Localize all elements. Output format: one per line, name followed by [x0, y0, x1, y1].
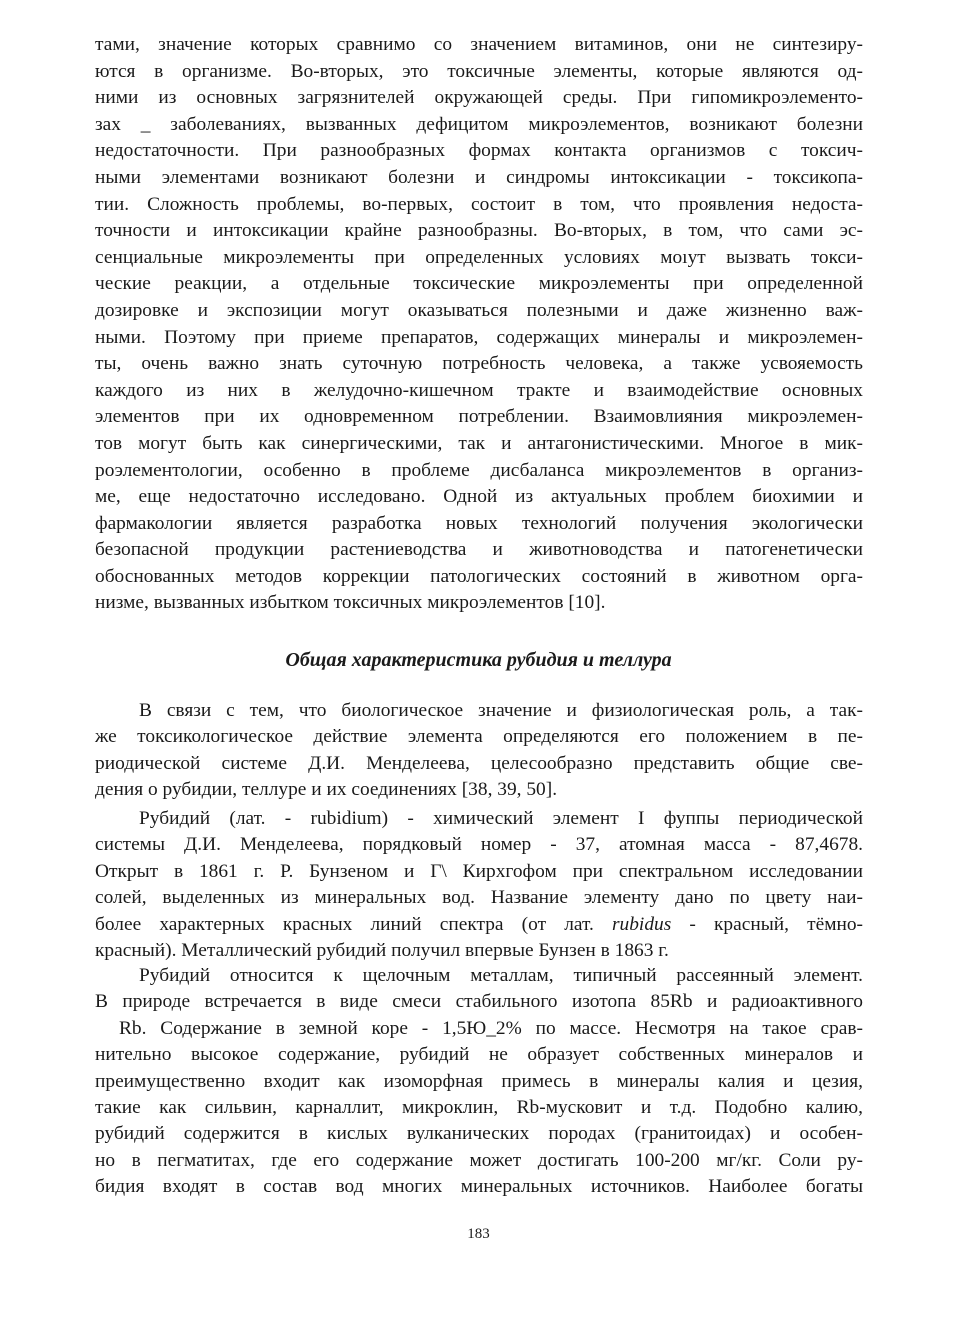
paragraph-general-info: [95, 698, 863, 804]
text-line: Рубидий относится к щелочным металлам, типичный рассеянный элемент.: [139, 965, 863, 986]
text-line: Рубидий (лат. - rubidium) - химический элемент I фуппы периодической: [139, 808, 863, 829]
text-line: [95, 912, 863, 938]
text-line: но в пегматитах, где его содержание может достигать 100-200 мг/кг. Соли ру-: [95, 1149, 863, 1171]
paragraph-rubidium-definition: [95, 806, 863, 964]
text-line: тии. Сложность проблемы, во-первых, состоит в том, что проявления недоста-: [95, 193, 863, 215]
text-line: Открыт в 1861 г. Р. Бунзеном и Г\ Кирхгофом при спектральном исследовании: [95, 860, 863, 882]
text-line: тами, значение которых сравнимо со значением витаминов, они не синтезиру-: [95, 34, 863, 55]
text-line: обоснованных методов коррекции патологических состояний в животном орга-: [95, 565, 863, 587]
text-line: ме, еще недостаточно исследовано. Одной из актуальных проблем биохимии и: [95, 486, 863, 508]
page-number: 183: [467, 1226, 490, 1242]
latin-term: rubidus: [612, 913, 672, 935]
text-line: тов могут быть как синергическими, так и антагонистическими. Многое в мик-: [95, 432, 863, 454]
paragraph-rubidium-occurrence: [95, 963, 863, 1201]
text-line: ются в организме. Во-вторых, это токсичные элементы, которые являются од-: [95, 60, 863, 82]
text-line: бидия входят в состав вод многих минеральных источников. Наиболее богаты: [95, 1176, 863, 1198]
text-line: рубидий содержится в кислых вулканических породах (гранитоидах) и особен-: [95, 1123, 863, 1145]
text-line: безопасной продукции растениеводства и животноводства и патогенетически: [95, 539, 863, 561]
section-heading: Общая характеристика рубидия и теллура: [285, 649, 672, 671]
text-line: дения о рубидии, теллуре и их соединениях [38, 39, 50].: [95, 779, 558, 801]
text-line: ними из основных загрязнителей окружающей среды. При гипомикроэлементо-: [95, 87, 863, 109]
text-line: зах _ заболеваниях, вызванных дефицитом микроэлементов, возникают болезни: [95, 113, 863, 135]
paragraph-intro: [95, 32, 863, 617]
text-line: ными элементами возникают болезни и синдромы интоксикации - токсикопа-: [95, 166, 863, 188]
text-line: системы Д.И. Менделеева, порядковый номер - 37, атомная масса - 87,4678.: [95, 834, 863, 856]
text-line: же токсикологическое действие элемента определяются его положением в пе-: [95, 726, 863, 748]
text-line: фармакологии является разработка новых технологий получения экологически: [95, 512, 863, 534]
text-line: преимущественно входит как изоморфная примесь в минералы калия и цезия,: [95, 1070, 863, 1092]
text-line: нительно высокое содержание, рубидий не образует собственных минералов и: [95, 1044, 863, 1066]
text-line: Rb. Содержание в земной коре - 1,5Ю_2% по массе. Несмотря на такое срав-: [119, 1017, 863, 1039]
text-segment: более характерных красных линий спектра (от лат.: [95, 913, 594, 935]
text-line: роэлементологии, особенно в проблеме дисбаланса микроэлементов в организ-: [95, 459, 863, 481]
text-line: ными. Поэтому при приеме препаратов, содержащих минералы и микроэлемен-: [95, 326, 863, 348]
text-line: В природе встречается в виде смеси стабильного изотопа 85Rb и радиоактивного: [95, 991, 863, 1013]
text-line: дозировке и экспозиции могут оказываться полезными и даже жизненно важ-: [95, 299, 863, 321]
text-line: ческие реакции, а отдельные токсические микроэлементы при определенной: [95, 273, 863, 295]
text-line: точности и интоксикации крайне разнообразны. Во-вторых, в том, что сами эс-: [95, 220, 863, 242]
text-line: низме, вызванных избытком токсичных микроэлементов [10].: [95, 592, 606, 614]
text-line: такие как сильвин, карналлит, микроклин, Rb-мусковит и т.д. Подобно калию,: [95, 1097, 863, 1119]
text-line: красный). Металлический рубидий получил впервые Бунзен в 1863 г.: [95, 940, 669, 962]
text-line: недостаточности. При разнообразных формах контакта организмов с токсич-: [95, 140, 863, 162]
text-line: элементов при их одновременном потреблении. Взаимовлияния микроэлемен-: [95, 406, 863, 428]
text-line: риодической системе Д.И. Менделеева, целесообразно представить общие све-: [95, 752, 863, 774]
text-segment: - красный, тёмно-: [671, 913, 863, 935]
text-line: каждого из них в желудочно-кишечном тракте и взаимодействие основных: [95, 379, 863, 401]
text-line: ты, очень важно знать суточную потребность человека, а также усвояемость: [95, 353, 863, 375]
text-line: солей, выделенных из минеральных вод. Название элементу дано по цвету наи-: [95, 887, 863, 909]
text-line: В связи с тем, что биологическое значение и физиологическая роль, а так-: [139, 700, 863, 721]
text-line: сенциальные микроэлементы при определенных условиях моıут вызвать токси-: [95, 246, 863, 268]
